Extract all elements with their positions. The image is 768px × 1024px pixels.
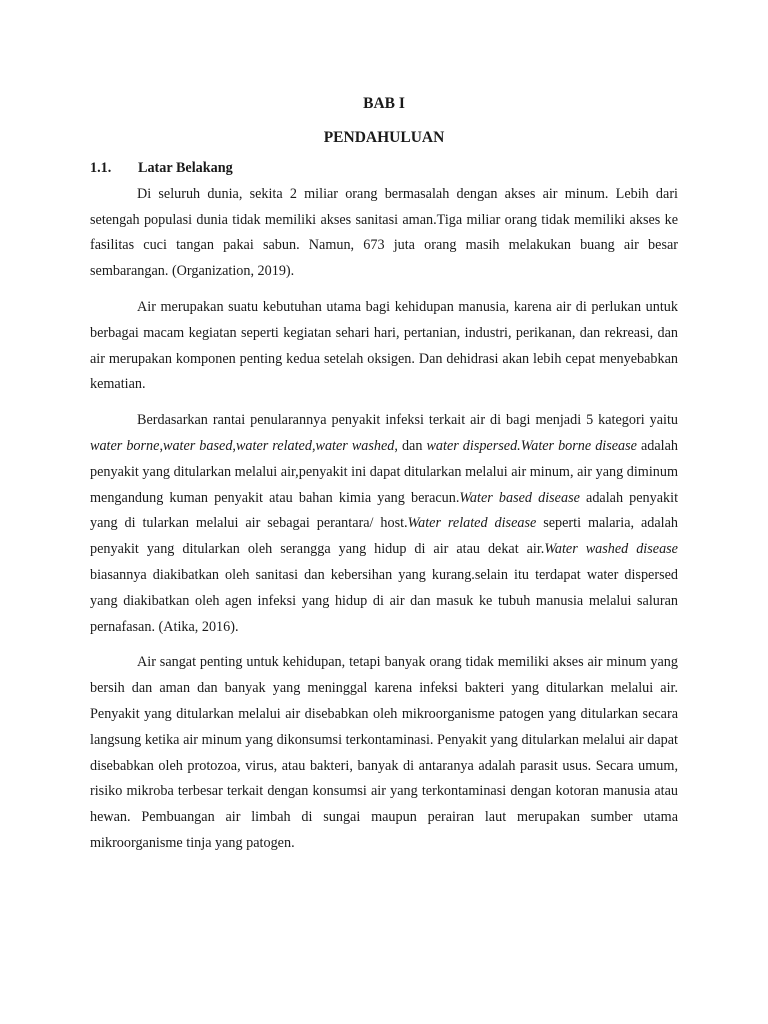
section-number: 1.1.: [90, 160, 112, 176]
text-run: , dan: [394, 437, 427, 454]
text-run: ,: [311, 437, 316, 454]
italic-term: water dispersed.Water borne disease: [426, 437, 637, 454]
text-run: seperti malaria, adalah penyakit yang ditularkan oleh serangga yang hidup di air atau dekat air.: [90, 515, 679, 558]
text-run: adalah penyakit yang di tularkan melalui air sebagai perantara/ host.: [90, 489, 679, 532]
text-run: ,: [159, 437, 163, 454]
italic-term: Water related disease: [407, 515, 537, 532]
section-title: Latar Belakang: [138, 160, 233, 176]
paragraph: [90, 295, 678, 398]
chapter-title: PENDAHULUAN: [323, 129, 445, 146]
text-run: Air merupakan suatu kebutuhan utama bagi kehidupan manusia, karena air di perlukan untuk berbagai macam kegiatan seperti kegiatan sehari hari, pertanian, industri, perikanan, dan rekreasi, dan air merupakan komponen penting kedua setelah oksigen. Dan dehidrasi akan lebih cepat menyebabkan kematian.: [90, 298, 678, 393]
italic-term: Water washed disease: [544, 541, 678, 558]
italic-term: water washed: [315, 437, 395, 454]
document-page: [90, 92, 678, 857]
section-heading: [90, 156, 678, 182]
paragraph: [90, 182, 678, 285]
italic-term: water related: [235, 437, 312, 454]
body-text: [90, 182, 678, 857]
text-run: Air sangat penting untuk kehidupan, tetapi banyak orang tidak memiliki akses air minum yang bersih dan aman dan banyak yang meninggal karena infeksi bakteri yang ditularkan melalui air. Penyakit yang ditularkan melalui air disebabkan oleh mikroorganisme patogen yang ditularkan secara langsung ketika air minum yang dikonsumsi terkontaminasi. Penyakit yang ditularkan melalui air dapat disebabkan oleh protozoa, virus, atau bakteri, banyak di antaranya adalah parasit usus. Secara umum, risiko mikroba terbesar terkait dengan konsumsi air yang terkontaminasi dengan kotoran manusia atau hewan. Pembuangan air limbah di sungai maupun perairan laut merupakan sumber utama mikroorganisme tinja yang patogen.: [90, 654, 678, 851]
paragraph: [90, 650, 678, 856]
italic-term: water borne: [90, 437, 160, 454]
text-run: ,: [232, 437, 236, 454]
text-run: biasannya diakibatkan oleh sanitasi dan kebersihan yang kurang.selain itu terdapat water dispersed yang diakibatkan oleh agen infeksi yang hidup di air dan masuk ke tubuh manusia melalui saluran pernafasan. (Atika, 2016).: [90, 566, 678, 635]
text-run: adalah penyakit yang ditularkan melalui air,penyakit ini dapat ditularkan melalui air minum, air yang diminum mengandung kuman penyakit atau bahan kimia yang beracun.: [90, 437, 678, 506]
text-run: Di seluruh dunia, sekita 2 miliar orang bermasalah dengan akses air minum. Lebih dari setengah populasi dunia tidak memiliki akses sanitasi aman.Tiga miliar orang tidak memiliki akses ke fasilitas cuci tangan pakai sabun. Namun, 673 juta orang masih melakukan buang air besar sembarangan. (Organization, 2019).: [90, 185, 678, 280]
paragraph: [90, 408, 678, 640]
chapter-number: BAB I: [363, 95, 405, 112]
italic-term: water based: [162, 437, 233, 454]
italic-term: Water based disease: [459, 489, 580, 506]
text-run: Berdasarkan rantai penularannya penyakit infeksi terkait air di bagi menjadi 5 kategori yaitu: [137, 412, 678, 429]
